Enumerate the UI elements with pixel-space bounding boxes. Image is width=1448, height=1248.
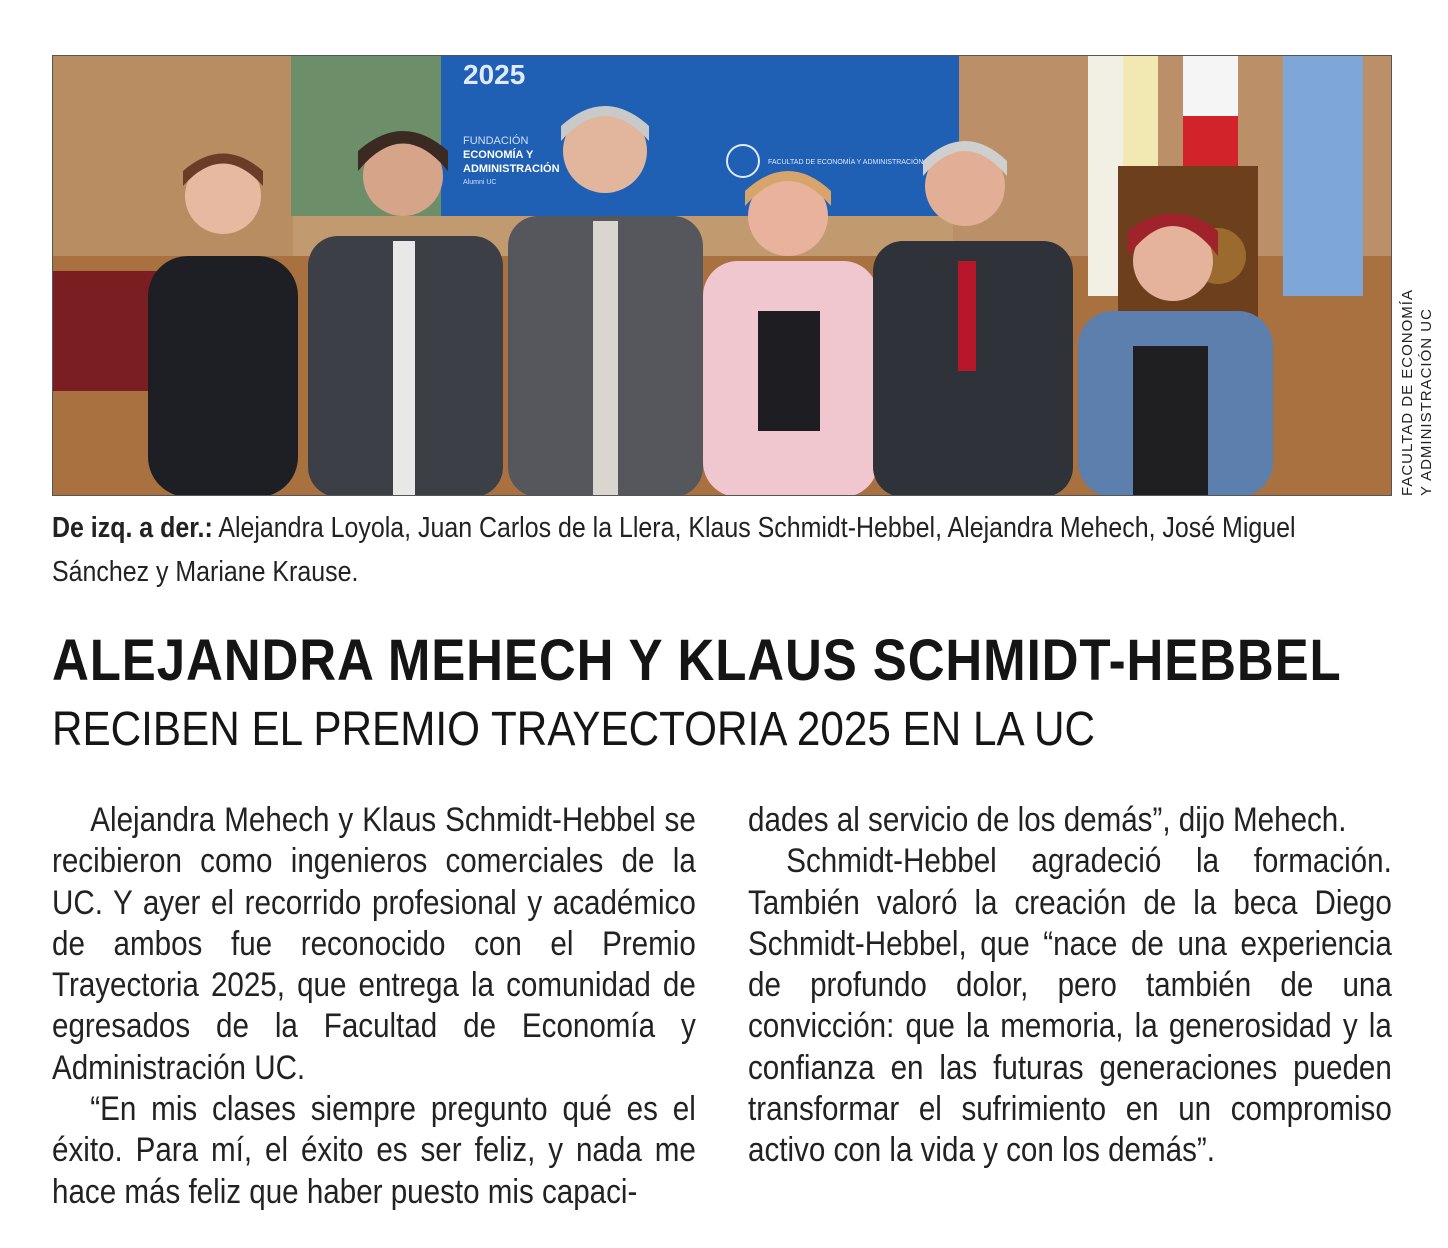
credit-line-2: Y ADMINISTRACIÓN UC [1418,308,1435,496]
caption-lead: De izq. a der.: [52,512,213,544]
article-column-2 [748,800,1392,1172]
caption-text: Alejandra Loyola, Juan Carlos de la Llera, Klaus Schmidt-Hebbel, Alejandra Mehech, José Miguel Sánchez y Mariane Krause. [52,512,1296,588]
photo-credit [1398,56,1444,496]
col2-paragraph-1: dades al servicio de los demás”, dijo Mehech. [748,801,1347,839]
red-table [53,271,163,391]
screen-logo-text: FACULTAD DE ECONOMÍA Y ADMINISTRACIÓN [768,159,924,166]
group-photo-illustration [53,56,1392,496]
screen-text3: ADMINISTRACIÓN [463,163,560,175]
news-photo [52,55,1392,496]
subheadline: RECIBEN EL PREMIO TRAYECTORIA 2025 EN LA UC [52,703,1096,756]
photo-caption [52,506,1394,594]
screen-text4: Alumni UC [463,179,497,186]
screen-text2: ECONOMÍA Y [463,149,534,161]
credit-line-1: FACULTAD DE ECONOMÍA [1399,289,1416,496]
col1-paragraph-2: “En mis clases siempre pregunto qué es el éxito. Para mí, el éxito es ser feliz, y nada me hace más feliz que haber puesto mis capaci- [52,1090,696,1211]
screen-text1: FUNDACIÓN [463,135,529,147]
article-column-1 [52,800,696,1213]
col1-paragraph-1: Alejandra Mehech y Klaus Schmidt-Hebbel se recibieron como ingenieros comerciales de la UC. Y ayer el recorrido profesional y académico de ambos fue reconocido con el Premio Trayectoria 2025, que entrega la comunidad de egresados de la Facultad de Economía y Administración UC. [52,801,696,1087]
flag-uc [1283,56,1363,296]
headline: ALEJANDRA MEHECH Y KLAUS SCHMIDT-HEBBEL [52,628,1342,693]
screen-year: 2025 [463,59,526,90]
col2-paragraph-2: Schmidt-Hebbel agradeció la formación. También valoró la creación de la beca Diego Schmidt-Hebbel, que “nace de una experiencia de profundo dolor, pero también de una convicción: que la memoria, la generosidad y la confianza en las futuras generaciones pueden transformar el sufrimiento en un compromiso activo con la vida y con los demás”. [748,842,1392,1170]
